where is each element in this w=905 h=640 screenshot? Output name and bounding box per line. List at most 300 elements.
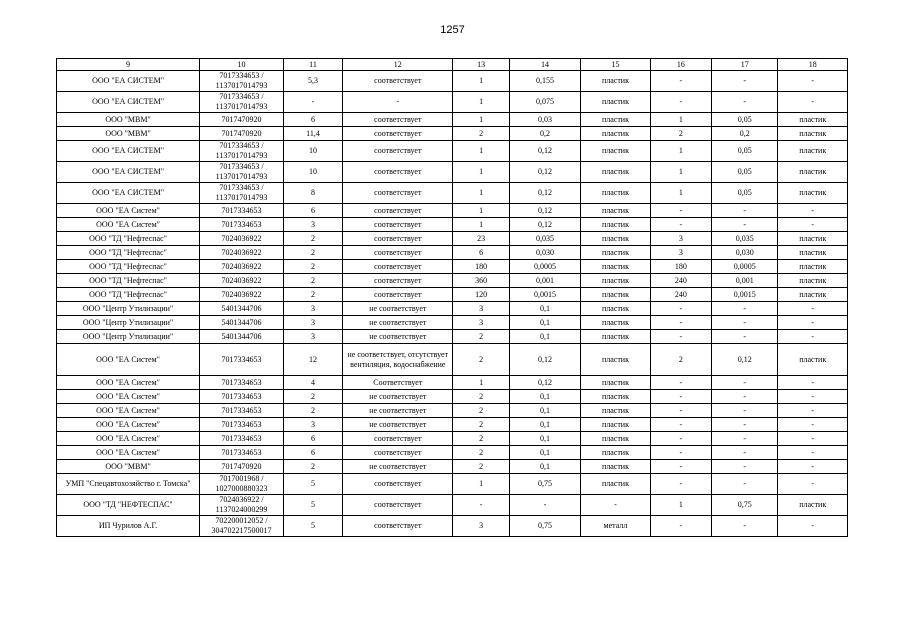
table-row	[57, 376, 848, 390]
table-cell: 6	[283, 204, 342, 218]
header-row	[57, 59, 848, 71]
table-cell: 2	[283, 246, 342, 260]
table-row	[57, 432, 848, 446]
table-cell: -	[650, 316, 711, 330]
table-cell: соответствует	[343, 274, 453, 288]
table-cell: соответствует	[343, 474, 453, 495]
table-row	[57, 274, 848, 288]
table-cell: 2	[283, 274, 342, 288]
table-cell: пластик	[581, 432, 650, 446]
table-cell: 3	[453, 316, 509, 330]
table-cell: 7017334653	[200, 390, 284, 404]
table-cell: пластик	[581, 218, 650, 232]
table-cell: 240	[650, 288, 711, 302]
table-cell: ООО "ЕА Систем"	[57, 218, 200, 232]
table-cell: соответствует	[343, 246, 453, 260]
table-row	[57, 71, 848, 92]
table-cell: 8	[283, 183, 342, 204]
table-cell: 0,12	[712, 344, 778, 376]
table-row	[57, 516, 848, 537]
table-row	[57, 446, 848, 460]
table-cell: 3	[283, 302, 342, 316]
table-cell: ООО "Центр Утилизации"	[57, 302, 200, 316]
table-row	[57, 418, 848, 432]
table-cell: пластик	[581, 302, 650, 316]
table-cell: пластик	[581, 330, 650, 344]
table-cell: 7017334653	[200, 218, 284, 232]
table-cell: 6	[283, 446, 342, 460]
table-cell: соответствует	[343, 71, 453, 92]
col-header: 11	[283, 59, 342, 71]
table-cell: 2	[453, 330, 509, 344]
table-cell: пластик	[581, 404, 650, 418]
table-cell: 0,0015	[509, 288, 581, 302]
table-cell: 7024036922	[200, 274, 284, 288]
table-cell: -	[283, 92, 342, 113]
table-cell: -	[778, 316, 848, 330]
table-cell: 2	[453, 432, 509, 446]
table-cell: пластик	[581, 274, 650, 288]
table-cell: -	[650, 432, 711, 446]
table-cell: -	[650, 92, 711, 113]
table-cell: соответствует	[343, 141, 453, 162]
table-cell: пластик	[581, 474, 650, 495]
table-cell: пластик	[778, 141, 848, 162]
table-cell: -	[712, 446, 778, 460]
table-cell: ООО "ТД "Нефтеспас"	[57, 288, 200, 302]
table-cell: пластик	[581, 460, 650, 474]
table-cell: не соответствует	[343, 460, 453, 474]
table-cell: ООО "ЕА Систем"	[57, 418, 200, 432]
table-cell: 1	[650, 162, 711, 183]
table-cell: 2	[453, 446, 509, 460]
table-cell: 0,75	[509, 516, 581, 537]
table-cell: не соответствует	[343, 302, 453, 316]
table-cell: 5401344706	[200, 316, 284, 330]
table-cell: -	[778, 460, 848, 474]
table-cell: пластик	[581, 183, 650, 204]
table-cell: -	[650, 376, 711, 390]
table-row	[57, 390, 848, 404]
col-header: 9	[57, 59, 200, 71]
table-cell: -	[778, 418, 848, 432]
table-cell: пластик	[778, 495, 848, 516]
table-cell: 0,1	[509, 460, 581, 474]
table-row	[57, 113, 848, 127]
table-cell: 10	[283, 162, 342, 183]
table-cell: -	[778, 92, 848, 113]
table-cell: -	[650, 460, 711, 474]
table-cell: -	[712, 474, 778, 495]
table-cell: 6	[453, 246, 509, 260]
table-cell: -	[650, 404, 711, 418]
table-cell: ООО "ЕА Систем"	[57, 432, 200, 446]
table-cell: 1	[453, 162, 509, 183]
table-cell: пластик	[581, 316, 650, 330]
table-cell: 5401344706	[200, 330, 284, 344]
table-cell: пластик	[581, 162, 650, 183]
table-cell: 2	[283, 390, 342, 404]
table-cell: 360	[453, 274, 509, 288]
table-cell: 1	[650, 495, 711, 516]
table-row	[57, 316, 848, 330]
table-cell: -	[650, 204, 711, 218]
table-cell: 5401344706	[200, 302, 284, 316]
table-cell: соответствует	[343, 432, 453, 446]
table-cell: 3	[283, 418, 342, 432]
table-cell: 0,05	[712, 162, 778, 183]
table-cell: 0,030	[712, 246, 778, 260]
table-cell: 4	[283, 376, 342, 390]
table-row	[57, 404, 848, 418]
table-cell: -	[778, 446, 848, 460]
table-row	[57, 127, 848, 141]
table-cell: ООО "ЕА Систем"	[57, 204, 200, 218]
table-row	[57, 288, 848, 302]
table-cell: ООО "ЕА СИСТЕМ"	[57, 183, 200, 204]
table-cell: 0,2	[509, 127, 581, 141]
table-cell: 7017334653 / 1137017014793	[200, 183, 284, 204]
col-header: 13	[453, 59, 509, 71]
table-cell: 0,12	[509, 204, 581, 218]
table-cell: 3	[453, 302, 509, 316]
table-cell: 0,12	[509, 344, 581, 376]
table-cell: -	[778, 330, 848, 344]
table-cell: ООО "МВМ"	[57, 113, 200, 127]
table-cell: соответствует	[343, 446, 453, 460]
table-cell: 5	[283, 474, 342, 495]
table-cell: 23	[453, 232, 509, 246]
table-cell: 7017001968 / 1027000880323	[200, 474, 284, 495]
table-cell: пластик	[778, 344, 848, 376]
table-cell: 7017470920	[200, 127, 284, 141]
table-cell: 11,4	[283, 127, 342, 141]
table-row	[57, 183, 848, 204]
table-cell: пластик	[581, 127, 650, 141]
table-cell: пластик	[778, 246, 848, 260]
table-cell: 0,075	[509, 92, 581, 113]
table-cell: 0,1	[509, 390, 581, 404]
table-cell: пластик	[581, 376, 650, 390]
table-cell: 1	[453, 141, 509, 162]
table-cell: 7017470920	[200, 460, 284, 474]
table-cell: 1	[453, 376, 509, 390]
table-cell: ООО "ЕА Систем"	[57, 404, 200, 418]
table-cell: 7024036922	[200, 288, 284, 302]
table-cell: -	[778, 302, 848, 316]
table-cell: 0,1	[509, 446, 581, 460]
table-cell: ООО "ЕА Систем"	[57, 344, 200, 376]
table-cell: 0,12	[509, 218, 581, 232]
table-cell: ООО "Центр Утилизации"	[57, 330, 200, 344]
table-cell: 180	[453, 260, 509, 274]
table-cell: пластик	[581, 71, 650, 92]
table-cell: 0,035	[509, 232, 581, 246]
table-cell: пластик	[778, 183, 848, 204]
table-cell: соответствует	[343, 516, 453, 537]
table-cell: 3	[283, 330, 342, 344]
table-row	[57, 474, 848, 495]
table-cell: -	[650, 516, 711, 537]
table-cell: -	[778, 71, 848, 92]
table-cell: -	[712, 516, 778, 537]
table-cell: не соответствует	[343, 418, 453, 432]
table-cell: -	[778, 204, 848, 218]
table-cell: пластик	[778, 260, 848, 274]
table-cell: -	[778, 390, 848, 404]
table-cell: 5	[283, 516, 342, 537]
table-cell: 0,1	[509, 316, 581, 330]
table-cell: пластик	[581, 92, 650, 113]
table-cell: -	[778, 432, 848, 446]
table-cell: 0,035	[712, 232, 778, 246]
table-cell: -	[712, 376, 778, 390]
table-cell: -	[778, 218, 848, 232]
table-cell: -	[650, 330, 711, 344]
table-cell: 1	[453, 113, 509, 127]
table-cell: 3	[453, 516, 509, 537]
table-row	[57, 246, 848, 260]
table-cell: соответствует	[343, 495, 453, 516]
table-cell: -	[712, 71, 778, 92]
table-body	[57, 71, 848, 537]
table-cell: 6	[283, 113, 342, 127]
table-cell: -	[778, 474, 848, 495]
table-cell: 120	[453, 288, 509, 302]
table-cell: 1	[453, 204, 509, 218]
table-cell: 0,1	[509, 418, 581, 432]
table-cell: 0,2	[712, 127, 778, 141]
table-cell: 0,0015	[712, 288, 778, 302]
table-cell: соответствует	[343, 218, 453, 232]
col-header: 10	[200, 59, 284, 71]
table-cell: металл	[581, 516, 650, 537]
table-cell: -	[712, 432, 778, 446]
table-cell: пластик	[581, 204, 650, 218]
table-cell: 240	[650, 274, 711, 288]
table-cell: 12	[283, 344, 342, 376]
table-cell: 702200012052 / 304702217500017	[200, 516, 284, 537]
table-row	[57, 232, 848, 246]
table-cell: 1	[453, 183, 509, 204]
table-cell: 180	[650, 260, 711, 274]
table-cell: -	[650, 474, 711, 495]
table-cell: не соответствует	[343, 404, 453, 418]
table-cell: пластик	[778, 288, 848, 302]
table-cell: 3	[650, 246, 711, 260]
table-cell: ИП Чурилов А.Г.	[57, 516, 200, 537]
table-cell: не соответствует	[343, 390, 453, 404]
table-cell: 7024036922	[200, 246, 284, 260]
table-cell: пластик	[581, 232, 650, 246]
table-cell: пластик	[581, 288, 650, 302]
table-row	[57, 260, 848, 274]
table-cell: 0,12	[509, 376, 581, 390]
table-cell: 7017334653	[200, 432, 284, 446]
data-table	[56, 58, 848, 537]
table-cell: 2	[283, 460, 342, 474]
col-header: 16	[650, 59, 711, 71]
table-cell: 7024036922 / 1137024000299	[200, 495, 284, 516]
table-cell: пластик	[581, 390, 650, 404]
table-cell: пластик	[778, 162, 848, 183]
table-cell: 0,030	[509, 246, 581, 260]
table-cell: 0,155	[509, 71, 581, 92]
table-cell: Соответствует	[343, 376, 453, 390]
table-cell: 7017334653	[200, 204, 284, 218]
table-cell: ООО "ТД "НЕФТЕСПАС"	[57, 495, 200, 516]
col-header: 18	[778, 59, 848, 71]
table-cell: -	[453, 495, 509, 516]
table-cell: -	[650, 218, 711, 232]
table-cell: 0,75	[712, 495, 778, 516]
table-row	[57, 302, 848, 316]
table-cell: 0,1	[509, 432, 581, 446]
table-cell: соответствует	[343, 288, 453, 302]
table-row	[57, 495, 848, 516]
table-cell: 2	[453, 390, 509, 404]
table-cell: 2	[453, 404, 509, 418]
table-cell: -	[650, 71, 711, 92]
table-cell: 7017334653	[200, 446, 284, 460]
table-cell: 0,12	[509, 183, 581, 204]
table-cell: соответствует	[343, 260, 453, 274]
table-cell: пластик	[778, 274, 848, 288]
table-cell: 0,75	[509, 474, 581, 495]
table-cell: 2	[453, 127, 509, 141]
table-cell: ООО "ЕА Систем"	[57, 446, 200, 460]
table-cell: ООО "ТД "Нефтеспас"	[57, 274, 200, 288]
table-cell: 1	[453, 92, 509, 113]
table-cell: -	[778, 404, 848, 418]
table-cell: 1	[453, 71, 509, 92]
table-row	[57, 330, 848, 344]
table-cell: УМП "Спецавтохозяйство г. Томска"	[57, 474, 200, 495]
table-cell: 7017470920	[200, 113, 284, 127]
table-cell: 7024036922	[200, 260, 284, 274]
table-cell: 3	[650, 232, 711, 246]
page-number: 1257	[440, 24, 465, 36]
table-cell: -	[650, 418, 711, 432]
table-cell: 7017334653	[200, 344, 284, 376]
table-cell: 0,0005	[509, 260, 581, 274]
table-cell: пластик	[581, 113, 650, 127]
table-row	[57, 460, 848, 474]
table-cell: 2	[650, 127, 711, 141]
table-cell: ООО "ТД "Нефтеспас"	[57, 232, 200, 246]
table-cell: -	[712, 316, 778, 330]
table-cell: 2	[283, 288, 342, 302]
table-cell: ООО "Центр Утилизации"	[57, 316, 200, 330]
table-cell: -	[712, 218, 778, 232]
col-header: 17	[712, 59, 778, 71]
table-cell: 0,1	[509, 330, 581, 344]
table-cell: пластик	[778, 113, 848, 127]
table-cell: 3	[283, 218, 342, 232]
table-cell: 0,001	[712, 274, 778, 288]
table-cell: -	[712, 330, 778, 344]
table-cell: -	[712, 418, 778, 432]
table-cell: пластик	[778, 127, 848, 141]
table-cell: 0,03	[509, 113, 581, 127]
table-cell: соответствует	[343, 162, 453, 183]
table-cell: 7017334653	[200, 418, 284, 432]
col-header: 14	[509, 59, 581, 71]
table-cell: ООО "ЕА СИСТЕМ"	[57, 141, 200, 162]
table-cell: 0,12	[509, 141, 581, 162]
table-cell: 2	[453, 344, 509, 376]
table-cell: 3	[283, 316, 342, 330]
table-cell: ООО "ЕА Систем"	[57, 376, 200, 390]
table-cell: 2	[283, 260, 342, 274]
table-cell: -	[712, 404, 778, 418]
table-cell: 1	[453, 218, 509, 232]
table-cell: 0,1	[509, 302, 581, 316]
table-row	[57, 92, 848, 113]
table-cell: пластик	[581, 344, 650, 376]
table-cell: 7017334653	[200, 404, 284, 418]
table-cell: соответствует	[343, 204, 453, 218]
table-row	[57, 141, 848, 162]
table-row	[57, 204, 848, 218]
table-cell: соответствует	[343, 232, 453, 246]
table-cell: пластик	[581, 246, 650, 260]
table-cell: соответствует	[343, 127, 453, 141]
table-cell: ООО "ЕА Систем"	[57, 390, 200, 404]
table-cell: 7017334653 / 1137017014793	[200, 92, 284, 113]
table-cell: 2	[283, 404, 342, 418]
table-cell: -	[343, 92, 453, 113]
table-cell: -	[712, 204, 778, 218]
table-cell: 1	[650, 183, 711, 204]
table-cell: 2	[453, 418, 509, 432]
table-cell: 0,12	[509, 162, 581, 183]
table-cell: 1	[453, 474, 509, 495]
table-cell: -	[509, 495, 581, 516]
table-cell: соответствует	[343, 113, 453, 127]
table-row	[57, 344, 848, 376]
table-cell: 0,05	[712, 113, 778, 127]
table-cell: не соответствует	[343, 316, 453, 330]
table-cell: -	[712, 460, 778, 474]
table-cell: ООО "МВМ"	[57, 127, 200, 141]
table-cell: пластик	[581, 141, 650, 162]
table-cell: 0,001	[509, 274, 581, 288]
table-cell: пластик	[581, 446, 650, 460]
table-cell: ООО "ТД "Нефтеспас"	[57, 260, 200, 274]
table-cell: ООО "ЕА СИСТЕМ"	[57, 162, 200, 183]
table-cell: пластик	[581, 418, 650, 432]
table-cell: -	[778, 376, 848, 390]
table-cell: -	[650, 446, 711, 460]
table-cell: 5,3	[283, 71, 342, 92]
table-cell: -	[650, 302, 711, 316]
table-cell: 7017334653 / 1137017014793	[200, 71, 284, 92]
table-cell: 1	[650, 141, 711, 162]
col-header: 12	[343, 59, 453, 71]
table-cell: 0,1	[509, 404, 581, 418]
table-cell: ООО "МВМ"	[57, 460, 200, 474]
table-cell: ООО "ТД "Нефтеспас"	[57, 246, 200, 260]
table-row	[57, 218, 848, 232]
table-cell: 0,05	[712, 141, 778, 162]
table-cell: 2	[453, 460, 509, 474]
table-cell: -	[778, 516, 848, 537]
table-cell: 0,05	[712, 183, 778, 204]
table-cell: 5	[283, 495, 342, 516]
table-cell: 2	[283, 232, 342, 246]
table-cell: 7024036922	[200, 232, 284, 246]
